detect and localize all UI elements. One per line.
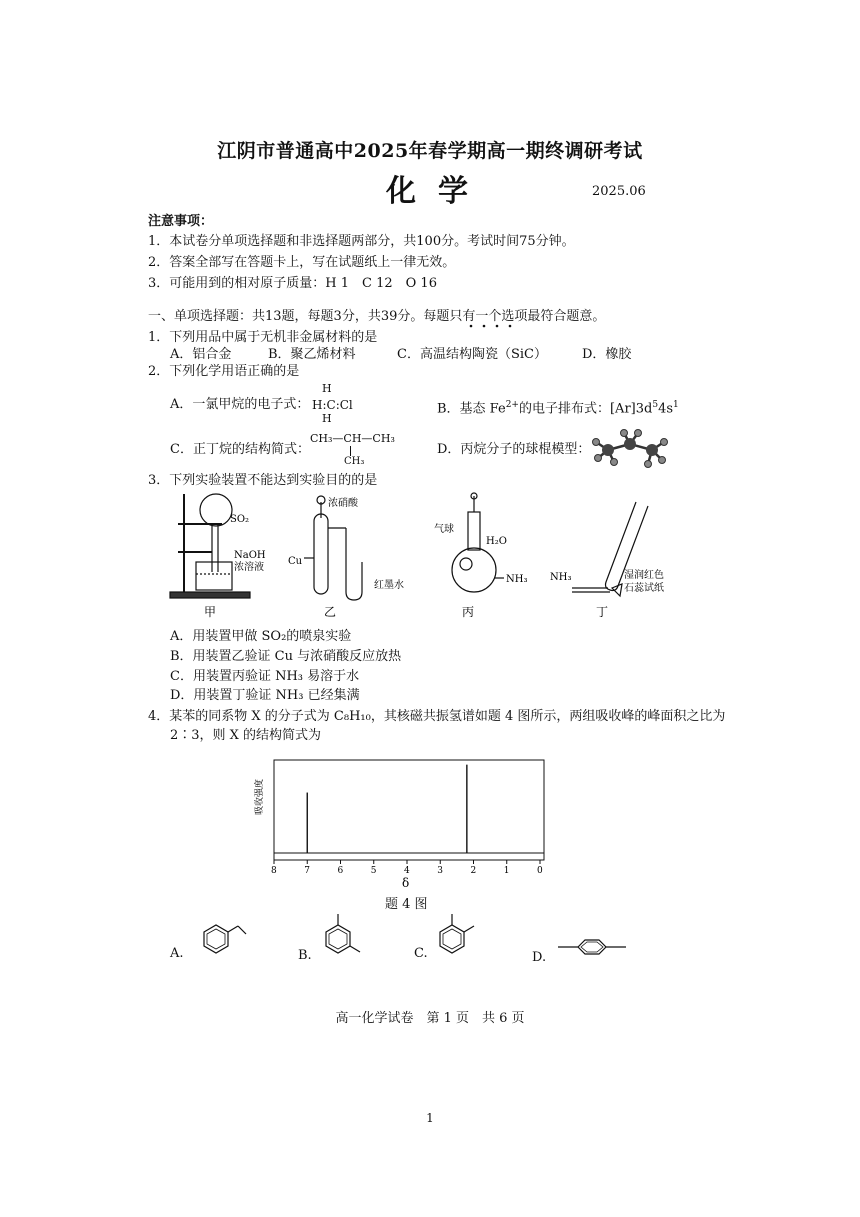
q4-option-d-label: D. <box>532 950 547 965</box>
butane-branch: CH₃ <box>344 456 365 467</box>
q2-option-d: D．丙烷分子的球棍模型： <box>437 442 591 457</box>
figure-caption: 题 4 图 <box>385 897 428 912</box>
nmr-spectrum-chart <box>250 755 560 890</box>
x-tick-label: 5 <box>370 866 377 876</box>
q1-option-a: A．铝合金 <box>170 347 232 362</box>
label-nh3-bing: NH₃ <box>506 574 528 585</box>
label-naoh: NaOH <box>234 550 266 561</box>
label-cu: Cu <box>288 556 303 567</box>
q3-option-a: A．用装置甲做 SO₂的喷泉实验 <box>170 629 352 644</box>
p-xylene-structure <box>552 930 632 966</box>
x-tick-label: 0 <box>537 866 543 876</box>
q4-stem-line1: 4．某苯的同系物 X 的分子式为 C₈H₁₀，其核磁共振氢谱如题 4 图所示，两组吸收峰的峰面积之比为 <box>148 709 726 724</box>
q3-apparatus-figure <box>160 492 720 622</box>
chart-frame <box>274 760 544 860</box>
x-tick-label: 2 <box>470 866 477 876</box>
q1-option-d: D．橡胶 <box>582 347 632 362</box>
exam-title: 江阴市普通高中2025年春学期高一期终调研考试 <box>217 140 643 162</box>
m-xylene-structure <box>312 912 372 968</box>
lewis-h-top: H <box>322 382 332 395</box>
label-h2o: H₂O <box>486 536 507 547</box>
label-litmus2: 石蕊试纸 <box>624 583 664 594</box>
q2-option-a: A．一氯甲烷的电子式： <box>170 397 310 412</box>
lewis-center: H:C:Cl <box>312 398 353 412</box>
q1-stem: 1．下列用品中属于无机非金属材料的是 <box>148 330 378 345</box>
x-tick-label: 8 <box>271 866 277 876</box>
q3-option-b: B．用装置乙验证 Cu 与浓硝酸反应放热 <box>170 649 402 664</box>
apparatus-jia <box>170 494 250 598</box>
o-xylene-structure <box>428 910 488 966</box>
q1-option-c: C．高温结构陶瓷（SiC） <box>397 347 547 362</box>
label-balloon: 气球 <box>434 524 454 535</box>
notice-item-3: 3．可能用到的相对原子质量：H 1 C 12 O 16 <box>148 276 437 291</box>
q2-option-c: C．正丁烷的结构简式： <box>170 442 310 457</box>
q3-stem: 3．下列实验装置不能达到实验目的的是 <box>148 473 378 488</box>
q4-option-b-label: B. <box>298 948 312 963</box>
label-litmus1: 湿润红色 <box>624 570 664 581</box>
q2-option-b: B．基态 $Fe^{2+}$的电子排布式：$[Ar]3d^54s^1$ <box>437 400 679 417</box>
q3-option-d: D．用装置丁验证 NH₃ 已经集满 <box>170 688 360 703</box>
exam-date: 2025.06 <box>592 184 646 199</box>
x-tick-label: 4 <box>404 866 410 876</box>
q2-stem: 2．下列化学用语正确的是 <box>148 364 300 379</box>
label-nh3-ding: NH₃ <box>550 572 572 583</box>
lewis-h-bottom: H <box>322 412 332 425</box>
q3-option-c: C．用装置丙验证 NH₃ 易溶于水 <box>170 669 360 684</box>
section-heading: 一、单项选择题：共13题，每题3分，共39分。每题只有一个选项最符合题意。 <box>148 309 606 324</box>
butane-main-chain: CH₃—CH—CH₃ <box>310 432 395 445</box>
apparatus-ding <box>572 502 648 596</box>
q1-option-b: B．聚乙烯材料 <box>268 347 356 362</box>
label-jia: 甲 <box>204 605 217 619</box>
x-tick-label: 6 <box>337 866 344 876</box>
y-axis-label: 吸收强度 <box>255 778 265 815</box>
propane-ball-stick-model <box>590 428 682 470</box>
label-ding: 丁 <box>596 605 609 619</box>
ethylbenzene-structure <box>188 918 248 968</box>
page-footer: 高一化学试卷 第 1 页 共 6 页 <box>335 1011 525 1026</box>
q4-option-a-label: A. <box>170 946 184 961</box>
q4-option-c-label: C. <box>414 946 428 961</box>
emphasis-dots <box>466 323 526 329</box>
x-tick-label: 7 <box>304 866 310 876</box>
label-so2: SO₂ <box>230 514 250 525</box>
label-hno3: 浓硝酸 <box>328 498 358 509</box>
label-yi: 乙 <box>324 605 337 619</box>
x-axis-label: δ <box>402 876 410 890</box>
notice-heading: 注意事项： <box>148 214 214 229</box>
x-tick-label: 1 <box>503 866 510 876</box>
q4-stem-line2: 2∶3，则 X 的结构简式为 <box>170 728 322 743</box>
label-bing: 丙 <box>462 605 475 619</box>
notice-item-1: 1．本试卷分单项选择题和非选择题两部分，共100分。考试时间75分钟。 <box>148 234 575 249</box>
label-naoh2: 浓溶液 <box>234 562 264 573</box>
apparatus-yi <box>304 496 362 600</box>
x-tick-label: 3 <box>437 866 443 876</box>
subject-title: 化学 <box>386 174 490 209</box>
page-number: 1 <box>426 1111 434 1125</box>
label-ink: 红墨水 <box>374 580 404 591</box>
notice-item-2: 2．答案全部写在答题卡上，写在试题纸上一律无效。 <box>148 255 456 270</box>
